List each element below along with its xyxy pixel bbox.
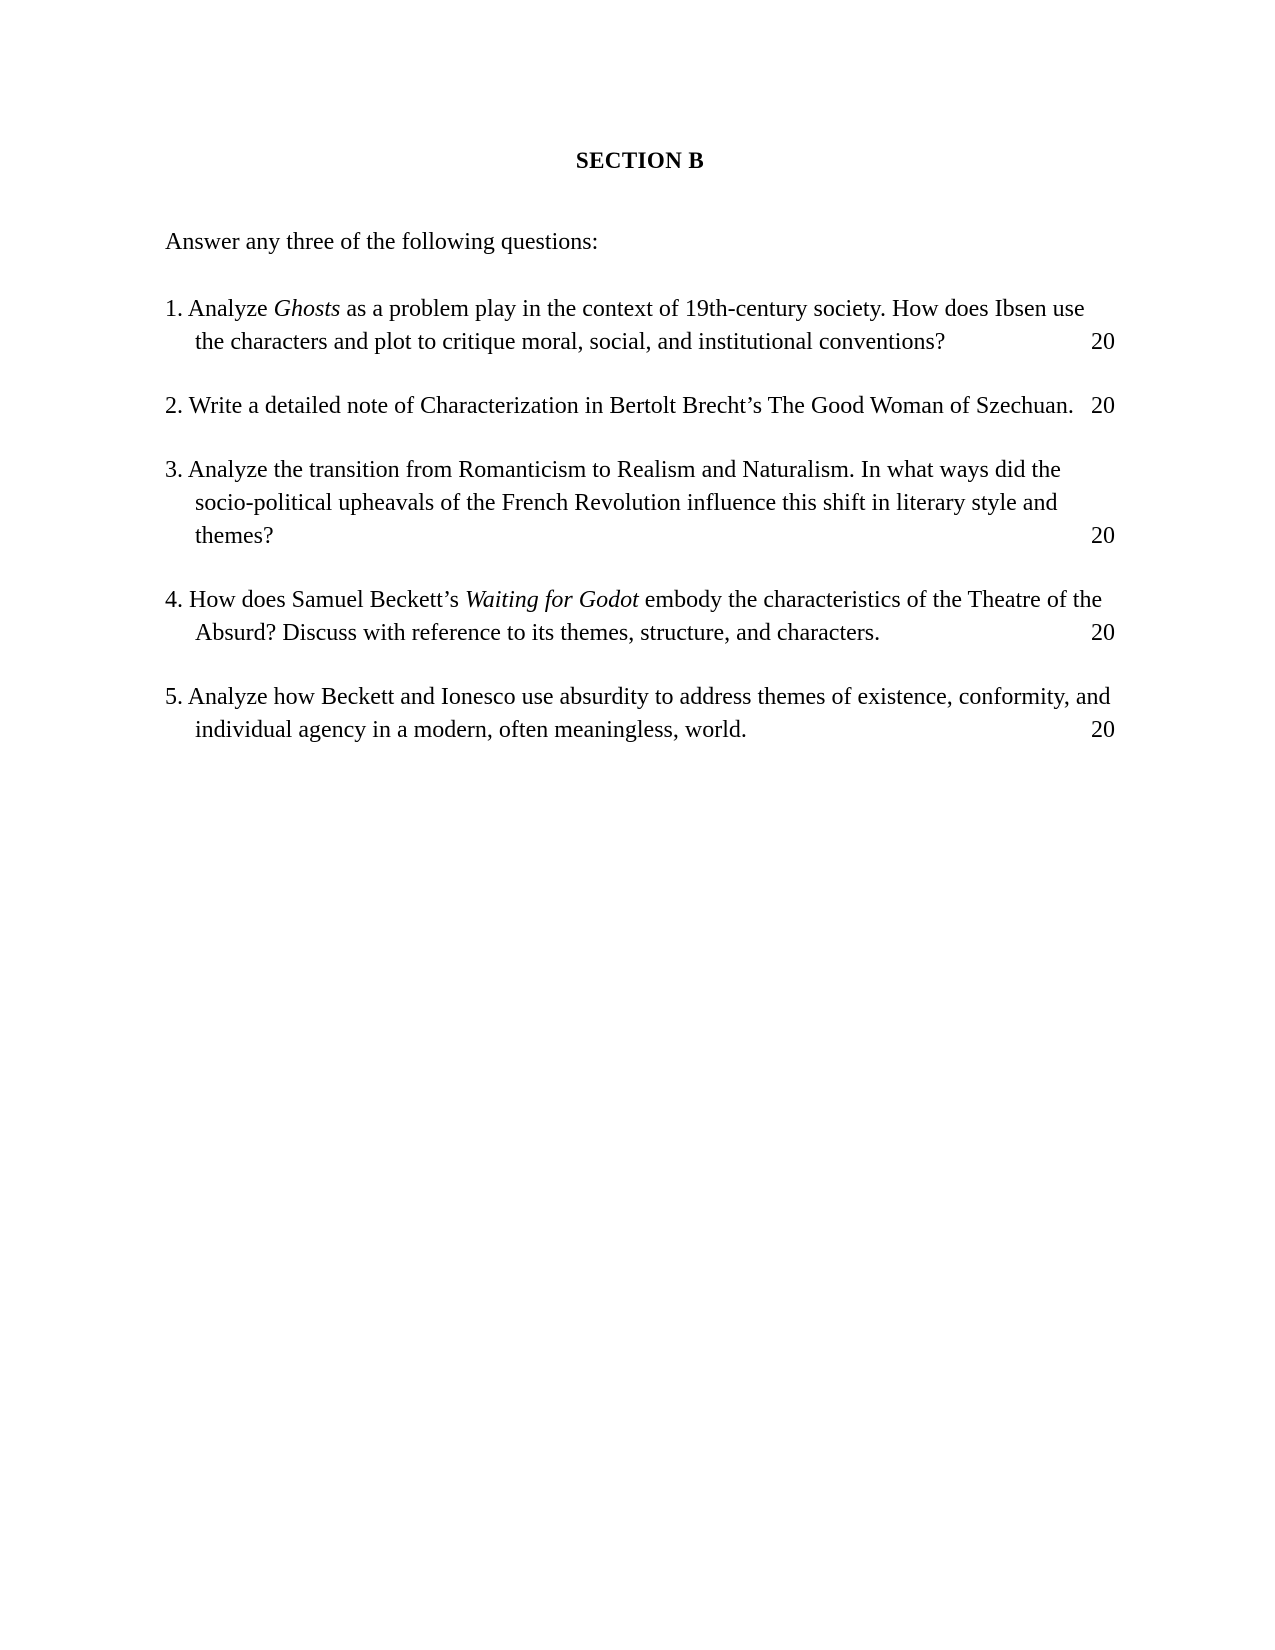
question-2-text: Write a detailed note of Characterization in Bertolt Brecht’s The Good Woman of Szechuan.: [188, 393, 1074, 419]
question-4-text-segment-2: embody the characteristics of the Theatre of the Absurd? Discuss with reference to its themes, structure, and characters.: [195, 587, 1103, 646]
instruction-text: Answer any three of the following questions:: [165, 229, 599, 255]
question-1-text-segment-1: Analyze: [187, 296, 274, 322]
question-4-number: 4.: [165, 587, 183, 613]
question-4: [165, 584, 1115, 650]
question-1-number: 1.: [165, 296, 183, 322]
question-3-text: Analyze the transition from Romanticism to Realism and Naturalism. In what ways did the socio-political upheavals of the French Revolution influence this shift in literary style and themes?: [187, 457, 1061, 549]
question-4-marks: 20: [1091, 620, 1115, 646]
question-4-play-title: Waiting for Godot: [464, 587, 639, 613]
section-title: SECTION B: [575, 148, 705, 173]
question-5-marks: 20: [1091, 717, 1115, 743]
question-1-play-title: Ghosts: [273, 296, 341, 322]
question-3: [165, 454, 1115, 553]
question-1: [165, 293, 1115, 359]
question-1-marks: 20: [1091, 329, 1115, 355]
question-3-number: 3.: [165, 457, 183, 483]
question-5-text: Analyze how Beckett and Ionesco use absurdity to address themes of existence, conformity, and individual agency in a modern, often meaningless, world.: [187, 684, 1111, 743]
question-2: [165, 390, 1115, 423]
question-1-text-segment-2: as a problem play in the context of 19th-century society. How does Ibsen use the characters and plot to critique moral, social, and institutional conventions?: [195, 296, 1085, 355]
question-3-marks: 20: [1091, 523, 1115, 549]
question-5: [165, 681, 1115, 747]
question-2-number: 2.: [165, 393, 183, 419]
question-5-number: 5.: [165, 684, 183, 710]
question-2-marks: 20: [1091, 393, 1115, 419]
question-4-text-segment-1: How does Samuel Beckett’s: [189, 587, 465, 613]
